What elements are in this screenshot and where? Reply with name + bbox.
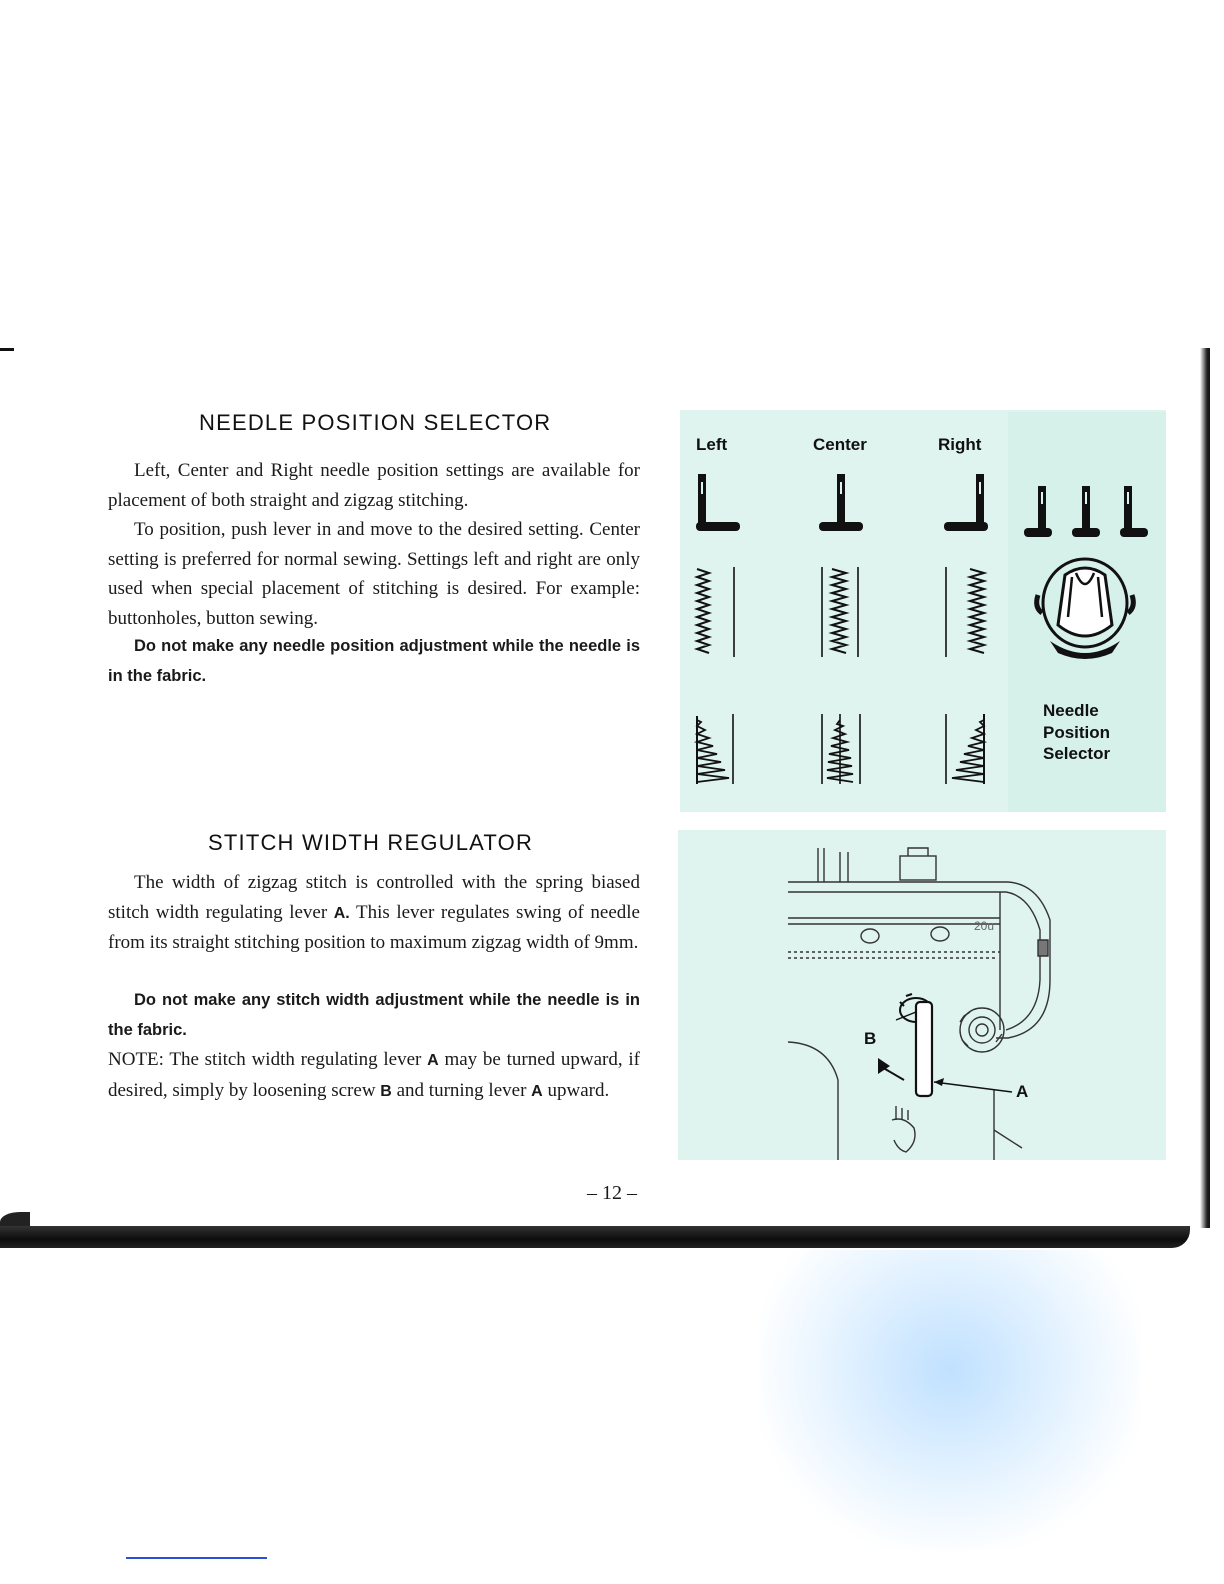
selector-needles-icon [1018,480,1153,545]
column-label-right: Right [938,435,982,454]
width-text-b: This lever regulates swing of needle from its straight stitching position to maximum zigzag width of 9mm. [108,901,640,953]
note-text-b: may be turned upward, if desired, simply by loosening screw [108,1049,640,1101]
column-label-center: Center [813,435,867,454]
needle-left-icon [690,470,745,540]
section-title-stitch-width: STITCH WIDTH REGULATOR [208,830,534,855]
sewing-machine-head-illustration [678,830,1166,1160]
zigzag-right-icon [942,565,992,660]
needle-paragraph-2: To position, push lever in and move to the desired setting. Center setting is preferred for normal sewing. Settings left and right are only used when special placement of stitching is desired. For example: buttonholes, button sewing. [108,519,640,629]
zigzag-center-icon [818,565,868,660]
triangle-stitch-right-icon [942,712,992,787]
lever-a-ref: A [427,1052,439,1069]
zigzag-left-icon [695,565,745,660]
needle-paragraph-1: Left, Center and Right needle position settings are available for placement of both straight and zigzag stitching. [108,460,640,511]
lever-a-ref: A. [333,904,350,922]
link-underline [126,1557,267,1559]
width-note [108,1045,640,1106]
binding-bar [0,1226,1190,1248]
triangle-stitch-left-icon [695,712,745,787]
page-number: – 12 – [587,1182,637,1204]
needle-warning: Do not make any needle position adjustment while the needle is in the fabric. [108,637,640,685]
scan-glare [760,1250,1140,1550]
selector-knob-icon [1030,555,1140,665]
width-warning: Do not make any stitch width adjustment while the needle is in the fabric. [108,991,640,1039]
callout-screw-b: B [864,1029,877,1048]
page-edge-shadow [1200,348,1210,1228]
triangle-stitch-center-icon [818,712,868,787]
column-label-left: Left [696,435,728,454]
lever-a-ref: A [531,1082,543,1100]
needle-position-selector-label: Needle Position Selector [1043,701,1111,763]
needle-center-icon [815,470,870,540]
page-edge [0,348,14,351]
width-paragraph-1 [108,868,640,958]
note-text-c: and turning lever [391,1079,532,1101]
needle-right-icon [940,470,995,540]
screw-b-ref: B [380,1082,392,1100]
callout-lever-a: A [1016,1082,1029,1101]
dial-marking: 20u [974,919,995,933]
note-text-a: NOTE: The stitch width regulating lever [108,1049,428,1070]
note-text-d: upward. [542,1079,610,1101]
section-title-needle-position: NEEDLE POSITION SELECTOR [199,410,552,435]
width-text-a: The width of zigzag stitch is controlled with the spring biased stitch width regulating lever [108,872,640,923]
